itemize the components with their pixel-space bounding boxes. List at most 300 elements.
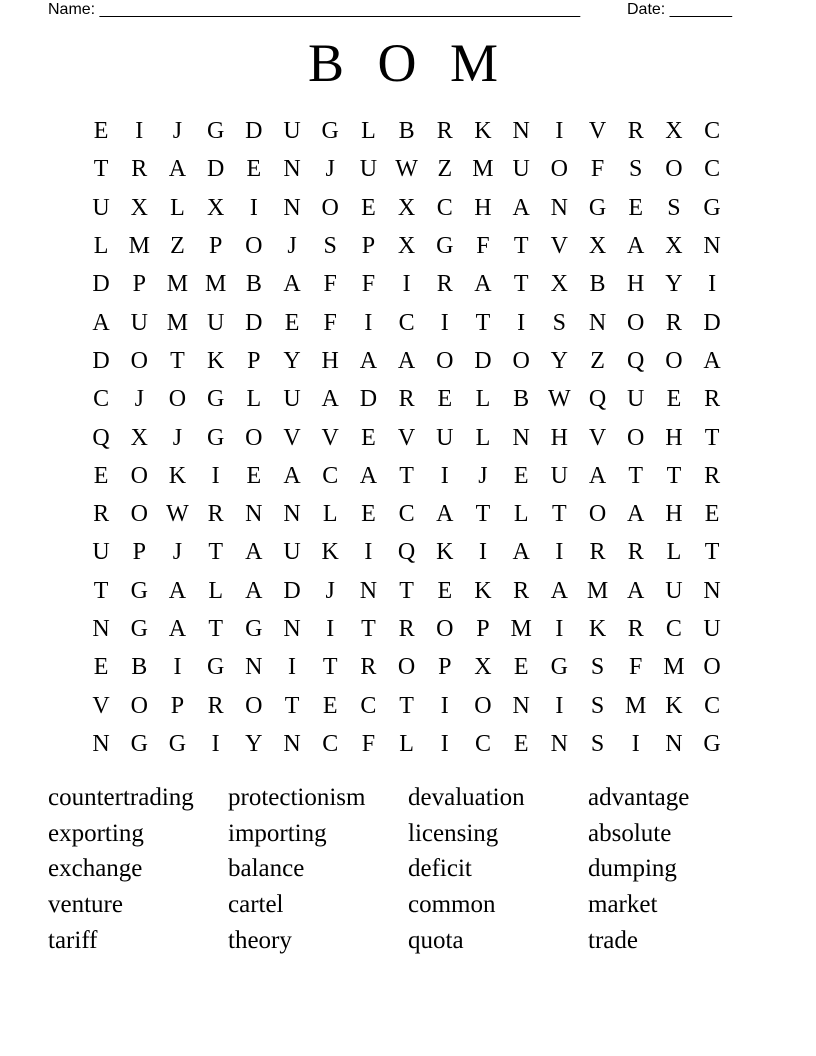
grid-letter: U bbox=[283, 386, 301, 413]
grid-letter: P bbox=[132, 539, 146, 566]
grid-letter: X bbox=[397, 233, 416, 260]
word-bank-item: quota bbox=[408, 926, 464, 954]
grid-letter: D bbox=[245, 118, 263, 145]
grid-letter: Y bbox=[283, 347, 301, 374]
grid-letter: C bbox=[704, 156, 721, 183]
grid-letter: Y bbox=[665, 271, 683, 298]
grid-letter: C bbox=[704, 118, 721, 145]
grid-letter: Q bbox=[92, 424, 110, 451]
grid-letter: L bbox=[666, 539, 682, 566]
grid-letter: N bbox=[245, 654, 263, 681]
grid-letter: C bbox=[93, 386, 110, 413]
grid-letter: R bbox=[93, 501, 110, 528]
grid-letter: E bbox=[322, 692, 338, 719]
grid-letter: A bbox=[283, 462, 301, 489]
grid-letter: N bbox=[283, 156, 301, 183]
grid-letter: T bbox=[399, 462, 414, 489]
grid-letter: X bbox=[397, 194, 416, 221]
grid-letter: Z bbox=[590, 347, 605, 374]
grid-letter: T bbox=[513, 233, 529, 260]
grid-letter: I bbox=[440, 462, 449, 489]
grid-letter: E bbox=[513, 654, 529, 681]
grid-letter: G bbox=[168, 730, 187, 757]
grid-letter: A bbox=[436, 501, 454, 528]
grid-letter: U bbox=[92, 539, 110, 566]
grid-letter: S bbox=[323, 233, 337, 260]
grid-letter: A bbox=[168, 156, 187, 183]
grid-letter: O bbox=[665, 156, 683, 183]
grid-letter: I bbox=[555, 118, 564, 145]
grid-letter: B bbox=[398, 118, 415, 145]
grid-row bbox=[82, 303, 732, 341]
grid-letter: T bbox=[93, 156, 109, 183]
grid-letter: D bbox=[206, 156, 225, 183]
grid-letter: P bbox=[208, 233, 223, 260]
grid-letter: X bbox=[665, 118, 683, 145]
grid-letter: N bbox=[283, 501, 301, 528]
grid-letter: T bbox=[284, 692, 300, 719]
grid-letter: T bbox=[475, 501, 491, 528]
grid-letter: R bbox=[360, 654, 377, 681]
grid-letter: R bbox=[665, 309, 682, 336]
grid-letter: I bbox=[708, 271, 717, 298]
grid-letter: O bbox=[627, 424, 645, 451]
grid-letter: C bbox=[474, 730, 491, 757]
grid-letter: H bbox=[627, 271, 645, 298]
grid-letter: N bbox=[588, 309, 607, 336]
grid-letter: R bbox=[436, 118, 453, 145]
grid-letter: P bbox=[361, 233, 376, 260]
grid-letter: M bbox=[128, 233, 150, 260]
grid-letter: E bbox=[628, 194, 644, 221]
grid-letter: A bbox=[359, 347, 378, 374]
page-title: B O M bbox=[307, 33, 509, 93]
grid-letter: E bbox=[361, 424, 376, 451]
grid-letter: P bbox=[170, 692, 185, 719]
grid-letter: I bbox=[555, 539, 564, 566]
grid-letter: N bbox=[245, 501, 263, 528]
grid-letter: E bbox=[361, 194, 376, 221]
grid-letter: U bbox=[436, 424, 454, 451]
grid-letter: I bbox=[211, 730, 220, 757]
word-bank-item: exporting bbox=[48, 819, 144, 847]
grid-letter: K bbox=[321, 539, 339, 566]
grid-row bbox=[82, 342, 732, 380]
grid-letter: R bbox=[704, 462, 721, 489]
grid-letter: O bbox=[130, 462, 148, 489]
grid-letter: R bbox=[627, 616, 644, 642]
grid-letter: G bbox=[703, 194, 721, 221]
word-bank-item: venture bbox=[48, 891, 123, 919]
grid-letter: W bbox=[395, 156, 418, 183]
grid-letter: R bbox=[589, 539, 606, 566]
grid-letter: S bbox=[590, 692, 605, 719]
grid-letter: S bbox=[552, 309, 567, 336]
grid-letter: X bbox=[130, 424, 148, 451]
grid-letter: E bbox=[246, 156, 262, 183]
grid-letter: H bbox=[550, 424, 569, 451]
word-bank-item: tariff bbox=[48, 926, 98, 954]
grid-letter: L bbox=[475, 386, 491, 413]
grid-letter: H bbox=[665, 424, 683, 451]
grid-letter: Q bbox=[397, 539, 416, 566]
grid-letter: U bbox=[92, 194, 110, 221]
grid-letter: E bbox=[93, 462, 109, 489]
grid-letter: T bbox=[361, 616, 376, 642]
grid-letter: N bbox=[550, 194, 569, 221]
date-field: Date: _______ bbox=[627, 1, 732, 18]
grid-letter: A bbox=[168, 577, 187, 604]
word-bank-item: countertrading bbox=[48, 784, 194, 811]
grid-letter: X bbox=[665, 233, 683, 260]
grid-letter: G bbox=[436, 233, 454, 260]
grid-row bbox=[82, 418, 732, 456]
grid-letter: P bbox=[247, 347, 261, 374]
grid-letter: J bbox=[478, 462, 488, 489]
grid-letter: T bbox=[170, 347, 185, 374]
grid-letter: E bbox=[513, 730, 529, 757]
word-bank bbox=[48, 780, 768, 958]
grid-letter: X bbox=[474, 654, 492, 681]
grid-letter: T bbox=[666, 462, 682, 489]
grid-letter: O bbox=[703, 654, 721, 681]
grid-row bbox=[82, 648, 732, 686]
grid-letter: O bbox=[512, 347, 530, 374]
grid-letter: L bbox=[399, 730, 414, 757]
grid-letter: D bbox=[283, 577, 301, 604]
grid-letter: L bbox=[513, 501, 529, 528]
grid-letter: M bbox=[510, 616, 532, 642]
grid-letter: H bbox=[474, 194, 492, 221]
grid-letter: O bbox=[627, 309, 645, 336]
grid-letter: I bbox=[326, 616, 335, 642]
grid-letter: K bbox=[436, 539, 454, 566]
grid-letter: R bbox=[398, 616, 415, 642]
grid-letter: T bbox=[399, 577, 414, 604]
grid-letter: R bbox=[627, 539, 644, 566]
grid-letter: J bbox=[172, 118, 183, 145]
grid-letter: O bbox=[245, 424, 263, 451]
word-bank-item: absolute bbox=[588, 819, 672, 847]
grid-letter: A bbox=[321, 386, 339, 413]
grid-letter: C bbox=[322, 730, 339, 757]
grid-letter: C bbox=[704, 692, 721, 719]
grid-letter: Q bbox=[588, 386, 607, 413]
grid-letter: J bbox=[172, 424, 183, 451]
grid-letter: R bbox=[207, 501, 224, 528]
grid-letter: L bbox=[475, 424, 491, 451]
grid-letter: H bbox=[321, 347, 339, 374]
grid-letter: J bbox=[325, 156, 335, 183]
grid-letter: U bbox=[703, 616, 721, 642]
grid-letter: I bbox=[135, 118, 144, 145]
grid-row bbox=[82, 686, 732, 724]
grid-letter: S bbox=[667, 194, 681, 221]
grid-letter: T bbox=[322, 654, 338, 681]
grid-letter: C bbox=[398, 309, 415, 336]
grid-letter: V bbox=[283, 424, 301, 451]
grid-letter: S bbox=[590, 654, 605, 681]
grid-letter: V bbox=[588, 118, 607, 145]
grid-letter: O bbox=[550, 156, 569, 183]
grid-letter: N bbox=[512, 118, 530, 145]
grid-letter: I bbox=[211, 462, 220, 489]
grid-letter: D bbox=[703, 309, 721, 336]
grid-letter: V bbox=[397, 424, 416, 451]
grid-letter: O bbox=[130, 501, 148, 528]
grid-letter: C bbox=[398, 501, 415, 528]
grid-letter: R bbox=[704, 386, 721, 413]
grid-row bbox=[82, 457, 732, 495]
grid-letter: U bbox=[359, 156, 378, 183]
grid-letter: A bbox=[245, 577, 263, 604]
grid-letter: I bbox=[364, 309, 373, 336]
grid-letter: O bbox=[474, 692, 492, 719]
grid-letter: G bbox=[206, 118, 225, 145]
grid-letter: B bbox=[513, 386, 530, 413]
grid-letter: A bbox=[359, 462, 378, 489]
grid-letter: J bbox=[325, 577, 335, 604]
grid-letter: N bbox=[512, 692, 530, 719]
grid-letter: P bbox=[476, 616, 490, 642]
grid-letter: T bbox=[628, 462, 644, 489]
grid-letter: T bbox=[513, 271, 529, 298]
grid-letter: R bbox=[627, 118, 644, 145]
grid-letter: I bbox=[555, 692, 564, 719]
grid-letter: G bbox=[206, 654, 225, 681]
grid-letter: F bbox=[323, 271, 337, 298]
grid-letter: R bbox=[436, 271, 453, 298]
grid-letter: N bbox=[665, 730, 683, 757]
grid-row bbox=[82, 725, 732, 763]
grid-letter: M bbox=[166, 271, 189, 298]
grid-letter: O bbox=[397, 654, 416, 681]
grid-letter: C bbox=[360, 692, 377, 719]
grid-letter: F bbox=[323, 309, 337, 336]
grid-letter: N bbox=[359, 577, 378, 604]
word-bank-item: dumping bbox=[588, 855, 677, 883]
grid-letter: G bbox=[130, 730, 148, 757]
grid-letter: O bbox=[168, 386, 187, 413]
grid-letter: P bbox=[438, 654, 452, 681]
grid-letter: D bbox=[474, 347, 492, 374]
grid-letter: R bbox=[513, 577, 530, 604]
grid-letter: T bbox=[93, 577, 109, 604]
grid-letter: I bbox=[288, 654, 297, 681]
grid-letter: N bbox=[703, 233, 721, 260]
letter-grid bbox=[82, 112, 732, 763]
grid-letter: M bbox=[663, 654, 685, 681]
grid-letter: W bbox=[166, 501, 189, 528]
grid-letter: A bbox=[92, 309, 110, 336]
grid-letter: A bbox=[627, 501, 645, 528]
grid-letter: S bbox=[629, 156, 643, 183]
grid-letter: X bbox=[206, 194, 225, 221]
grid-letter: T bbox=[399, 692, 414, 719]
grid-letter: R bbox=[131, 156, 148, 183]
grid-letter: A bbox=[703, 347, 721, 374]
grid-letter: N bbox=[283, 194, 301, 221]
grid-letter: L bbox=[208, 577, 223, 604]
grid-letter: T bbox=[475, 309, 491, 336]
word-bank-item: devaluation bbox=[408, 784, 525, 811]
grid-letter: U bbox=[130, 309, 148, 336]
grid-letter: V bbox=[321, 424, 339, 451]
grid-letter: O bbox=[245, 233, 263, 260]
grid-letter: A bbox=[588, 462, 607, 489]
grid-letter: X bbox=[130, 194, 148, 221]
grid-letter: T bbox=[552, 501, 567, 528]
grid-letter: O bbox=[665, 347, 683, 374]
grid-letter: U bbox=[550, 462, 569, 489]
grid-letter: A bbox=[627, 577, 645, 604]
word-bank-item: common bbox=[408, 891, 496, 919]
grid-letter: K bbox=[206, 347, 225, 374]
grid-letter: A bbox=[168, 616, 187, 642]
grid-letter: O bbox=[588, 501, 607, 528]
grid-row bbox=[82, 610, 732, 648]
grid-letter: I bbox=[402, 271, 411, 298]
grid-letter: A bbox=[550, 577, 569, 604]
grid-letter: A bbox=[283, 271, 301, 298]
grid-letter: E bbox=[704, 501, 720, 528]
grid-letter: E bbox=[246, 462, 262, 489]
grid-letter: J bbox=[287, 233, 297, 260]
grid-letter: O bbox=[130, 347, 148, 374]
grid-letter: N bbox=[92, 730, 110, 757]
grid-letter: N bbox=[283, 730, 301, 757]
grid-letter: W bbox=[548, 386, 571, 413]
grid-letter: L bbox=[246, 386, 262, 413]
grid-letter: L bbox=[322, 501, 338, 528]
grid-letter: V bbox=[92, 692, 110, 719]
grid-letter: I bbox=[440, 692, 449, 719]
grid-letter: U bbox=[665, 577, 683, 604]
grid-letter: U bbox=[283, 539, 301, 566]
word-bank-item: exchange bbox=[48, 855, 143, 883]
grid-letter: B bbox=[131, 654, 148, 681]
grid-letter: K bbox=[474, 577, 492, 604]
grid-letter: N bbox=[703, 577, 721, 604]
grid-letter: I bbox=[440, 309, 449, 336]
name-field: Name: ______________________________________________________ bbox=[48, 1, 581, 18]
grid-letter: C bbox=[436, 194, 453, 221]
grid-letter: E bbox=[284, 309, 300, 336]
grid-letter: M bbox=[204, 271, 227, 298]
grid-letter: T bbox=[208, 616, 223, 642]
grid-letter: O bbox=[245, 692, 263, 719]
grid-letter: G bbox=[130, 616, 148, 642]
grid-letter: I bbox=[555, 616, 564, 642]
word-bank-item: licensing bbox=[408, 819, 499, 847]
grid-letter: O bbox=[436, 616, 454, 642]
grid-letter: D bbox=[92, 271, 110, 298]
grid-letter: N bbox=[92, 616, 110, 642]
grid-letter: F bbox=[476, 233, 490, 260]
grid-letter: O bbox=[130, 692, 148, 719]
grid-letter: Z bbox=[170, 233, 185, 260]
grid-row bbox=[82, 227, 732, 265]
grid-letter: J bbox=[172, 539, 183, 566]
grid-letter: I bbox=[478, 539, 487, 566]
grid-letter: T bbox=[208, 539, 223, 566]
grid-letter: C bbox=[322, 462, 339, 489]
grid-letter: X bbox=[550, 271, 569, 298]
grid-letter: U bbox=[627, 386, 645, 413]
grid-letter: B bbox=[245, 271, 262, 298]
grid-letter: Y bbox=[245, 730, 263, 757]
grid-letter: A bbox=[397, 347, 416, 374]
grid-letter: A bbox=[245, 539, 263, 566]
grid-letter: A bbox=[627, 233, 645, 260]
grid-letter: N bbox=[283, 616, 301, 642]
word-bank-item: deficit bbox=[408, 855, 472, 883]
grid-letter: X bbox=[588, 233, 607, 260]
grid-letter: E bbox=[437, 386, 453, 413]
grid-letter: I bbox=[249, 194, 258, 221]
grid-letter: E bbox=[361, 501, 376, 528]
grid-letter: I bbox=[173, 654, 182, 681]
word-bank-item: market bbox=[588, 891, 658, 919]
grid-letter: A bbox=[512, 194, 530, 221]
grid-letter: G bbox=[206, 424, 225, 451]
grid-letter: M bbox=[625, 692, 647, 719]
word-bank-item: cartel bbox=[228, 891, 284, 919]
grid-letter: B bbox=[589, 271, 606, 298]
grid-letter: I bbox=[364, 539, 373, 566]
grid-letter: K bbox=[474, 118, 492, 145]
grid-row bbox=[82, 150, 732, 188]
grid-letter: G bbox=[550, 654, 569, 681]
grid-letter: E bbox=[666, 386, 682, 413]
grid-letter: I bbox=[631, 730, 640, 757]
grid-letter: Y bbox=[550, 347, 569, 374]
grid-letter: D bbox=[359, 386, 378, 413]
grid-letter: U bbox=[283, 118, 301, 145]
grid-letter: T bbox=[704, 424, 720, 451]
grid-row bbox=[82, 112, 732, 150]
grid-letter: G bbox=[245, 616, 263, 642]
grid-letter: T bbox=[704, 539, 720, 566]
grid-letter: S bbox=[590, 730, 605, 757]
grid-letter: E bbox=[93, 654, 109, 681]
grid-letter: M bbox=[166, 309, 189, 336]
grid-row bbox=[82, 265, 732, 303]
grid-letter: L bbox=[361, 118, 376, 145]
grid-letter: P bbox=[132, 271, 146, 298]
grid-letter: G bbox=[703, 730, 721, 757]
grid-letter: I bbox=[440, 730, 449, 757]
grid-row bbox=[82, 495, 732, 533]
word-bank-item: trade bbox=[588, 926, 638, 954]
grid-letter: I bbox=[517, 309, 526, 336]
grid-row bbox=[82, 572, 732, 610]
grid-letter: Q bbox=[627, 347, 645, 374]
grid-letter: K bbox=[665, 692, 683, 719]
grid-letter: N bbox=[512, 424, 530, 451]
grid-row bbox=[82, 189, 732, 227]
grid-letter: R bbox=[398, 386, 415, 413]
grid-letter: F bbox=[361, 730, 376, 757]
word-bank-item: importing bbox=[228, 819, 327, 847]
grid-letter: L bbox=[93, 233, 109, 260]
grid-letter: K bbox=[168, 462, 187, 489]
grid-letter: E bbox=[437, 577, 453, 604]
grid-letter: U bbox=[512, 156, 530, 183]
word-bank-item: balance bbox=[228, 855, 305, 883]
grid-letter: D bbox=[245, 309, 263, 336]
grid-letter: G bbox=[206, 386, 225, 413]
